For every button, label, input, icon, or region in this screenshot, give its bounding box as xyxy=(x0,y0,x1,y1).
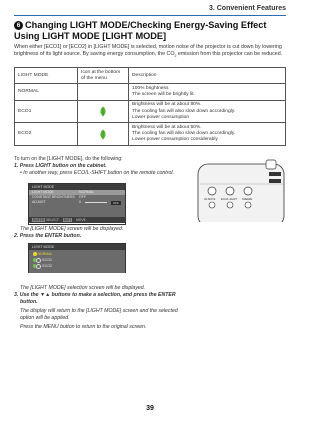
footer-enter-key: ENTER xyxy=(33,218,45,222)
chapter-divider xyxy=(14,15,286,16)
eco-leaf-icon xyxy=(99,129,107,140)
step-3-result-line3: Press the MENU button to return to the original screen. xyxy=(20,324,147,330)
icon-cell xyxy=(78,84,129,100)
step-3 xyxy=(14,292,286,299)
steps-intro: To turn on the [LIGHT MODE], do the following: xyxy=(14,156,123,162)
osd-title-bar: LIGHT MODE xyxy=(29,184,125,190)
step-text: Use the ▼▲ buttons to make a selection, and press the ENTER xyxy=(19,292,176,298)
remote-control-icon xyxy=(196,158,286,222)
remote-control-illustration xyxy=(196,158,286,222)
step-3-text xyxy=(14,285,286,331)
table-row xyxy=(15,123,286,146)
description-line: Lower power consumption xyxy=(132,114,190,120)
table-row xyxy=(15,84,286,100)
description-cell xyxy=(129,100,286,123)
procedure-steps xyxy=(14,156,190,177)
description-line: The cooling fan will also slow down accordingly. xyxy=(132,108,236,114)
footer-move: MOVE xyxy=(76,218,86,222)
intro-line1: When either [ECO1] or [ECO2] in [LIGHT MODE] is selected, motion noise of the projector is cut down by lowering xyxy=(14,44,282,50)
mode-cell: ECO2 xyxy=(15,123,78,146)
osd-option-label: ECO1 xyxy=(42,258,52,262)
eco-leaf-icon xyxy=(33,264,36,268)
footer-exit-key: EXIT xyxy=(63,218,72,222)
step-1-2-text xyxy=(14,226,190,240)
step-2-result: The [LIGHT MODE] selection screen will be displayed. xyxy=(20,285,146,291)
table-header-cell: Description xyxy=(129,68,286,84)
description-line: Brightness will be at about 50%. xyxy=(132,124,202,130)
osd-footer xyxy=(29,217,125,223)
osd-option-eco2[interactable] xyxy=(29,263,125,269)
step-number: 3. xyxy=(14,292,19,298)
footer-select: SELECT xyxy=(46,218,59,222)
step-3-result-line2: option will be applied. xyxy=(20,315,70,321)
icon-cell xyxy=(78,100,129,123)
table-header-cell: Icon at the bottom of the menu xyxy=(78,68,129,84)
step-3-result-line1: The display will return to the [LIGHT MODE] screen and the selected xyxy=(20,308,178,314)
eco-leaf-icon xyxy=(99,106,107,117)
step-number: 1. xyxy=(14,163,19,169)
description-cell xyxy=(129,123,286,146)
co2-subscript: 2 xyxy=(174,54,177,59)
page-number: 39 xyxy=(146,405,154,412)
osd-row-adjust[interactable] xyxy=(29,200,125,205)
osd-row-value: OFF xyxy=(79,195,86,199)
description-cell xyxy=(129,84,286,100)
remote-eco-label: ECO/L-SHIFT xyxy=(221,198,238,201)
intro-paragraph xyxy=(14,44,286,60)
table-row xyxy=(15,100,286,123)
step-number: 2. xyxy=(14,233,19,239)
description-line: Lower power consumption considerably xyxy=(132,137,218,143)
section-number-badge: 6 xyxy=(14,21,23,30)
radio-icon xyxy=(36,264,41,269)
osd-option-label: NORMAL xyxy=(37,252,53,256)
osd-row-label: ADJUST xyxy=(32,200,46,204)
light-mode-table xyxy=(14,67,286,146)
section-title-line2: Using LIGHT MODE [LIGHT MODE] xyxy=(14,31,167,41)
mode-cell: ECO1 xyxy=(15,100,78,123)
step-1-result: The [LIGHT MODE] screen will be displayed. xyxy=(20,226,124,232)
step-text: Press the ENTER button. xyxy=(19,233,82,239)
chapter-heading: 3. Convenient Features xyxy=(208,5,286,12)
step-3-continued: button. xyxy=(20,299,38,305)
description-line: 100% brightness xyxy=(132,85,169,91)
intro-line2: brightness of its light source. By saving energy consumption, the CO xyxy=(14,51,175,57)
step-1 xyxy=(14,163,190,170)
icon-cell xyxy=(78,123,129,146)
osd-title-bar: LIGHT MODE xyxy=(29,244,125,250)
step-2 xyxy=(14,233,190,240)
table-header-cell: LIGHT MODE xyxy=(15,68,78,84)
osd-row-value: 0 xyxy=(79,200,81,204)
osd-row-value: NORMAL xyxy=(79,190,94,194)
osd-row-label: LIGHT MODE xyxy=(32,190,54,194)
radio-icon xyxy=(36,258,41,263)
eco-leaf-icon xyxy=(33,258,36,262)
remote-av-mute-label: AV-MUTE xyxy=(204,198,216,201)
mode-cell: NORMAL xyxy=(15,84,78,100)
osd-body xyxy=(29,190,125,217)
description-line: Brightness will be at about 80%. xyxy=(132,102,202,108)
osd-option-label: ECO2 xyxy=(42,264,52,268)
osd-selection-list xyxy=(29,250,125,273)
osd-row-label: CONSTANT BRIGHTNESS xyxy=(32,195,75,199)
remote-freeze-label: FREEZE xyxy=(242,198,253,201)
section-title xyxy=(14,20,286,42)
light-mode-selection-osd xyxy=(28,243,126,273)
light-mode-osd xyxy=(28,183,126,225)
table-header-row xyxy=(15,68,286,84)
step-1-note: • In another way, press ECO/L-SHIFT button on the remote control. xyxy=(20,170,174,176)
selected-radio-icon xyxy=(33,252,37,256)
description-line: The screen will be brightly lit. xyxy=(132,92,195,98)
section-title-line1: Changing LIGHT MODE/Checking Energy-Saving Effect xyxy=(25,20,267,30)
adjust-slider[interactable] xyxy=(85,202,107,203)
step-text: Press LIGHT button on the cabinet. xyxy=(19,163,107,169)
description-line: The cooling fan will also slow down accordingly. xyxy=(132,131,236,137)
intro-line2-end: emission from this projector can be reduced. xyxy=(176,51,283,57)
adjust-off-badge: OFF xyxy=(113,200,119,205)
